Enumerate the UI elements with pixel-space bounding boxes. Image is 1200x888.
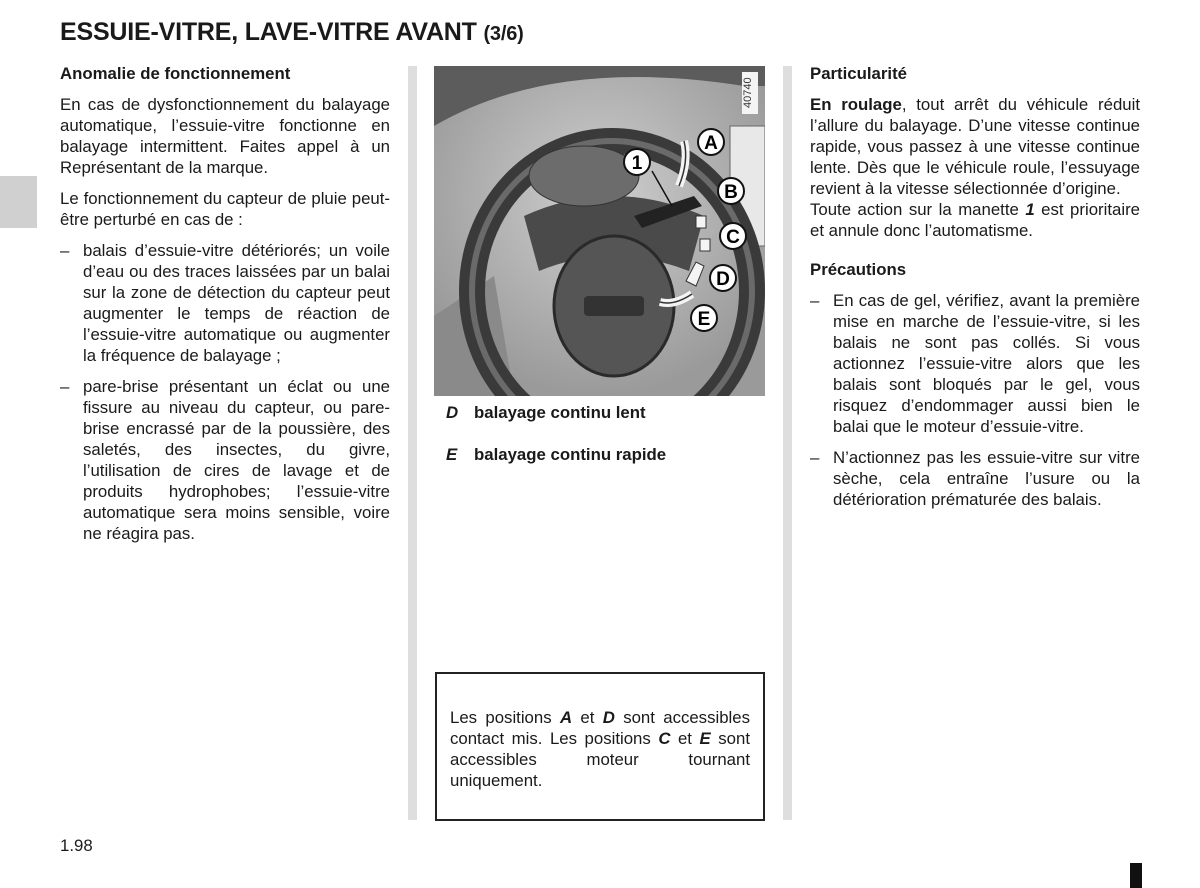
priority-key: 1 xyxy=(1025,200,1035,219)
steering-wheel-drawing xyxy=(434,66,765,396)
note-key-A: A xyxy=(559,708,573,727)
driving-paragraph xyxy=(810,94,1140,199)
steering-wheel-illustration xyxy=(434,66,765,396)
page-title xyxy=(60,18,524,47)
note-key-C: C xyxy=(658,729,671,748)
column-divider-left xyxy=(408,66,417,820)
legend-item-e xyxy=(446,445,666,465)
callout-C xyxy=(720,223,746,249)
legend-key: E xyxy=(446,445,458,464)
callout-label-1: 1 xyxy=(631,153,643,174)
position-C-marker xyxy=(700,239,710,251)
note-key-E: E xyxy=(699,729,711,748)
left-column xyxy=(60,63,390,544)
list-item: – pare-brise présentant un éclat ou une fissure au niveau du capteur, ou pare-brise encrassé par de la poussière, des saletés, des insectes, du givre, l’utilisation de cires de lavage et de produits hydrophobes; l’essuie-vitre automatique sera moins sensible, voire ne réagira pas. xyxy=(60,376,390,544)
callout-A xyxy=(698,129,724,155)
callout-D xyxy=(710,265,736,291)
driving-text: , tout arrêt du véhicule réduit l’allure du balayage. D’une vitesse continue rapide, vous passez à une vitesse continue lente. Dès que le véhicule roule, l’essuyage revient à la vitesse sélectionnée d’origine. xyxy=(810,95,1141,198)
note-text: sont accessibles contact mis. Les positions xyxy=(450,708,750,748)
legend-text: balayage continu rapide xyxy=(474,445,667,464)
callout-B xyxy=(718,178,744,204)
note-key-D: D xyxy=(602,708,615,727)
callout-label-B: B xyxy=(724,182,738,203)
position-B-marker xyxy=(696,216,706,228)
brand-logo xyxy=(584,296,644,316)
figure-number: 40740 xyxy=(742,72,758,114)
note-text: sont accessibles moteur tournant uniquement. xyxy=(450,729,750,790)
list-item: – N’actionnez pas les essuie-vitre sur vitre sèche, cela entraîne l’usure ou la détérioration prématurée des balais. xyxy=(810,447,1140,510)
priority-text: Toute action sur la manette xyxy=(810,200,1026,219)
page-corner-mark xyxy=(1130,863,1142,888)
stalk-priority-paragraph xyxy=(810,199,1140,241)
legend-key: D xyxy=(446,403,459,422)
column-divider-right xyxy=(783,66,792,820)
callout-label-C: C xyxy=(726,227,740,248)
priority-text: est prioritaire et annule donc l’automatisme. xyxy=(810,200,1140,240)
precautions-list xyxy=(810,290,1140,510)
list-item: – balais d’essuie-vitre détériorés; un voile d’eau ou des traces laissées par un balai sur la zone de détection du capteur peut augmenter le temps de réaction de l’essuie-vitre automatique ou augmenter la fréquence de balayage ; xyxy=(60,240,390,366)
instrument-cluster xyxy=(529,146,639,206)
note-text: et xyxy=(670,729,700,748)
section-tab-marker xyxy=(0,176,37,228)
callout-label-E: E xyxy=(697,309,711,330)
malfunction-heading: Anomalie de fonctionnement xyxy=(60,64,291,83)
page-number: 1.98 xyxy=(60,836,93,855)
callout-E xyxy=(691,305,717,331)
legend-text: balayage continu lent xyxy=(474,403,646,422)
callout-label-D: D xyxy=(716,269,730,290)
malfunction-paragraph: En cas de dysfonctionnement du balayage automatique, l’essuie-vitre fonctionne en balayage intermittent. Faites appel à un Représentant de la marque. xyxy=(60,95,390,177)
particularity-heading: Particularité xyxy=(810,64,908,83)
rain-sensor-paragraph: Le fonctionnement du capteur de pluie peut-être perturbé en cas de : xyxy=(60,189,390,229)
driving-bold-lead: En roulage xyxy=(810,95,902,114)
right-column xyxy=(810,63,1140,510)
callout-label-A: A xyxy=(704,133,718,154)
note-text: Les positions xyxy=(450,708,560,727)
legend-item-d xyxy=(446,403,646,423)
rain-sensor-list xyxy=(60,240,390,544)
list-item: – En cas de gel, vérifiez, avant la première mise en marche de l’essuie-vitre, si les balais ne sont pas collés. Si vous actionnez l’essuie-vitre alors que les balais sont bloqués par le gel, vous risquez d’endommager aussi bien le balai que le moteur d’essuie-vitre. xyxy=(810,290,1140,437)
page-title-text: ESSUIE-VITRE, LAVE-VITRE AVANT xyxy=(60,18,477,46)
precautions-heading: Précautions xyxy=(810,260,907,279)
page-title-part: (3/6) xyxy=(483,23,524,45)
positions-note-box xyxy=(435,672,765,821)
note-text: et xyxy=(572,708,603,727)
